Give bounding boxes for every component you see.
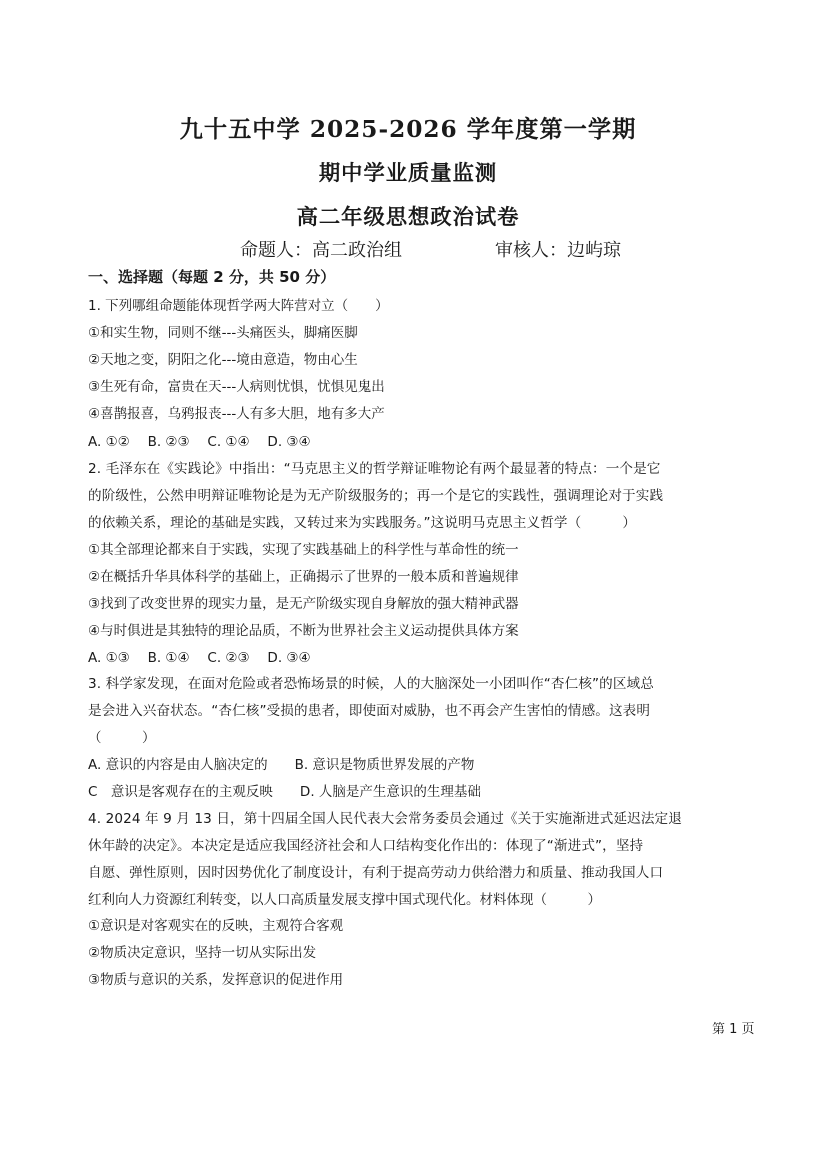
q2-stem-line-2: 的阶级性，公然申明辩证唯物论是为无产阶级服务的；再一个是它的实践性，强调理论对于实践 [88,488,664,504]
q2-option-4: ④与时俱进是其独特的理论品质，不断为世界社会主义运动提供具体方案 [88,623,519,639]
exam-title-subject: 高二年级思想政治试卷 [296,205,520,230]
q2-choices: A. ①③ B. ①④ C. ②③ D. ③④ [88,650,311,666]
q1-choices: A. ①② B. ②③ C. ①④ D. ③④ [88,434,311,450]
q4-stem-line-4: 红利向人力资源红利转变，以人口高质量发展支撑中国式现代化。材料体现（ ） [88,892,601,908]
q1-option-3: ③生死有命，富贵在天---人病则忧惧，忧惧见鬼出 [88,379,385,395]
q4-option-2: ②物质决定意识，坚持一切从实际出发 [88,945,317,961]
q4-stem-line-3: 自愿、弹性原则，因时因势优化了制度设计，有利于提高劳动力供给潜力和质量、推动我国人口 [88,865,664,881]
q2-option-3: ③找到了改变世界的现实力量，是无产阶级实现自身解放的强大精神武器 [88,596,519,612]
q2-stem-line-1: 2. 毛泽东在《实践论》中指出：“马克思主义的哲学辩证唯物论有两个最显著的特点：一个是它 [88,461,661,477]
q1-option-4: ④喜鹊报喜，乌鸦报丧---人有多大胆，地有多大产 [88,406,385,422]
exam-title-school: 九十五中学 2025-2026 学年度第一学期 [179,116,637,143]
q3-choices-ab: A. 意识的内容是由人脑决定的 B. 意识是物质世界发展的产物 [88,757,475,773]
q4-option-1: ①意识是对客观实在的反映，主观符合客观 [88,918,344,934]
q2-stem-line-3: 的依赖关系，理论的基础是实践，又转过来为实践服务。”这说明马克思主义哲学（ ） [88,515,637,531]
q1-option-1: ①和实生物，同则不继---头痛医头，脚痛医脚 [88,325,358,341]
q2-option-1: ①其全部理论都来自于实践，实现了实践基础上的科学性与革命性的统一 [88,542,519,558]
q1-stem: 1. 下列哪组命题能体现哲学两大阵营对立（ ） [88,298,389,314]
exam-reviewer: 审核人：边屿琼 [495,240,621,261]
q1-option-2: ②天地之变，阴阳之化---境由意造，物由心生 [88,352,358,368]
q3-stem-line-3: （ ） [88,730,156,746]
q3-stem-line-1: 3. 科学家发现，在面对危险或者恐怖场景的时候，人的大脑深处一小团叫作“杏仁核”的区域总 [88,676,654,692]
q3-stem-line-2: 是会进入兴奋状态。“杏仁核”受损的患者，即使面对威胁，也不再会产生害怕的情感。这表明 [88,703,651,719]
exam-author: 命题人：高二政治组 [240,240,402,261]
q3-choices-cd: C 意识是客观存在的主观反映 D. 人脑是产生意识的生理基础 [88,784,481,800]
section-heading-choice: 一、选择题（每题 2 分，共 50 分） [88,268,336,286]
q4-stem-line-1: 4. 2024 年 9 月 13 日，第十四届全国人民代表大会常务委员会通过《关于实施渐进式延迟法定退 [88,811,682,827]
q4-stem-line-2: 休年龄的决定》。本决定是适应我国经济社会和人口结构变化作出的：体现了“渐进式”，坚持 [88,838,644,854]
exam-title-exam-name: 期中学业质量监测 [318,161,498,186]
q4-option-3: ③物质与意识的关系，发挥意识的促进作用 [88,972,344,988]
page-number: 第 1 页 [712,1022,755,1037]
q2-option-2: ②在概括升华具体科学的基础上，正确揭示了世界的一般本质和普遍规律 [88,569,519,585]
